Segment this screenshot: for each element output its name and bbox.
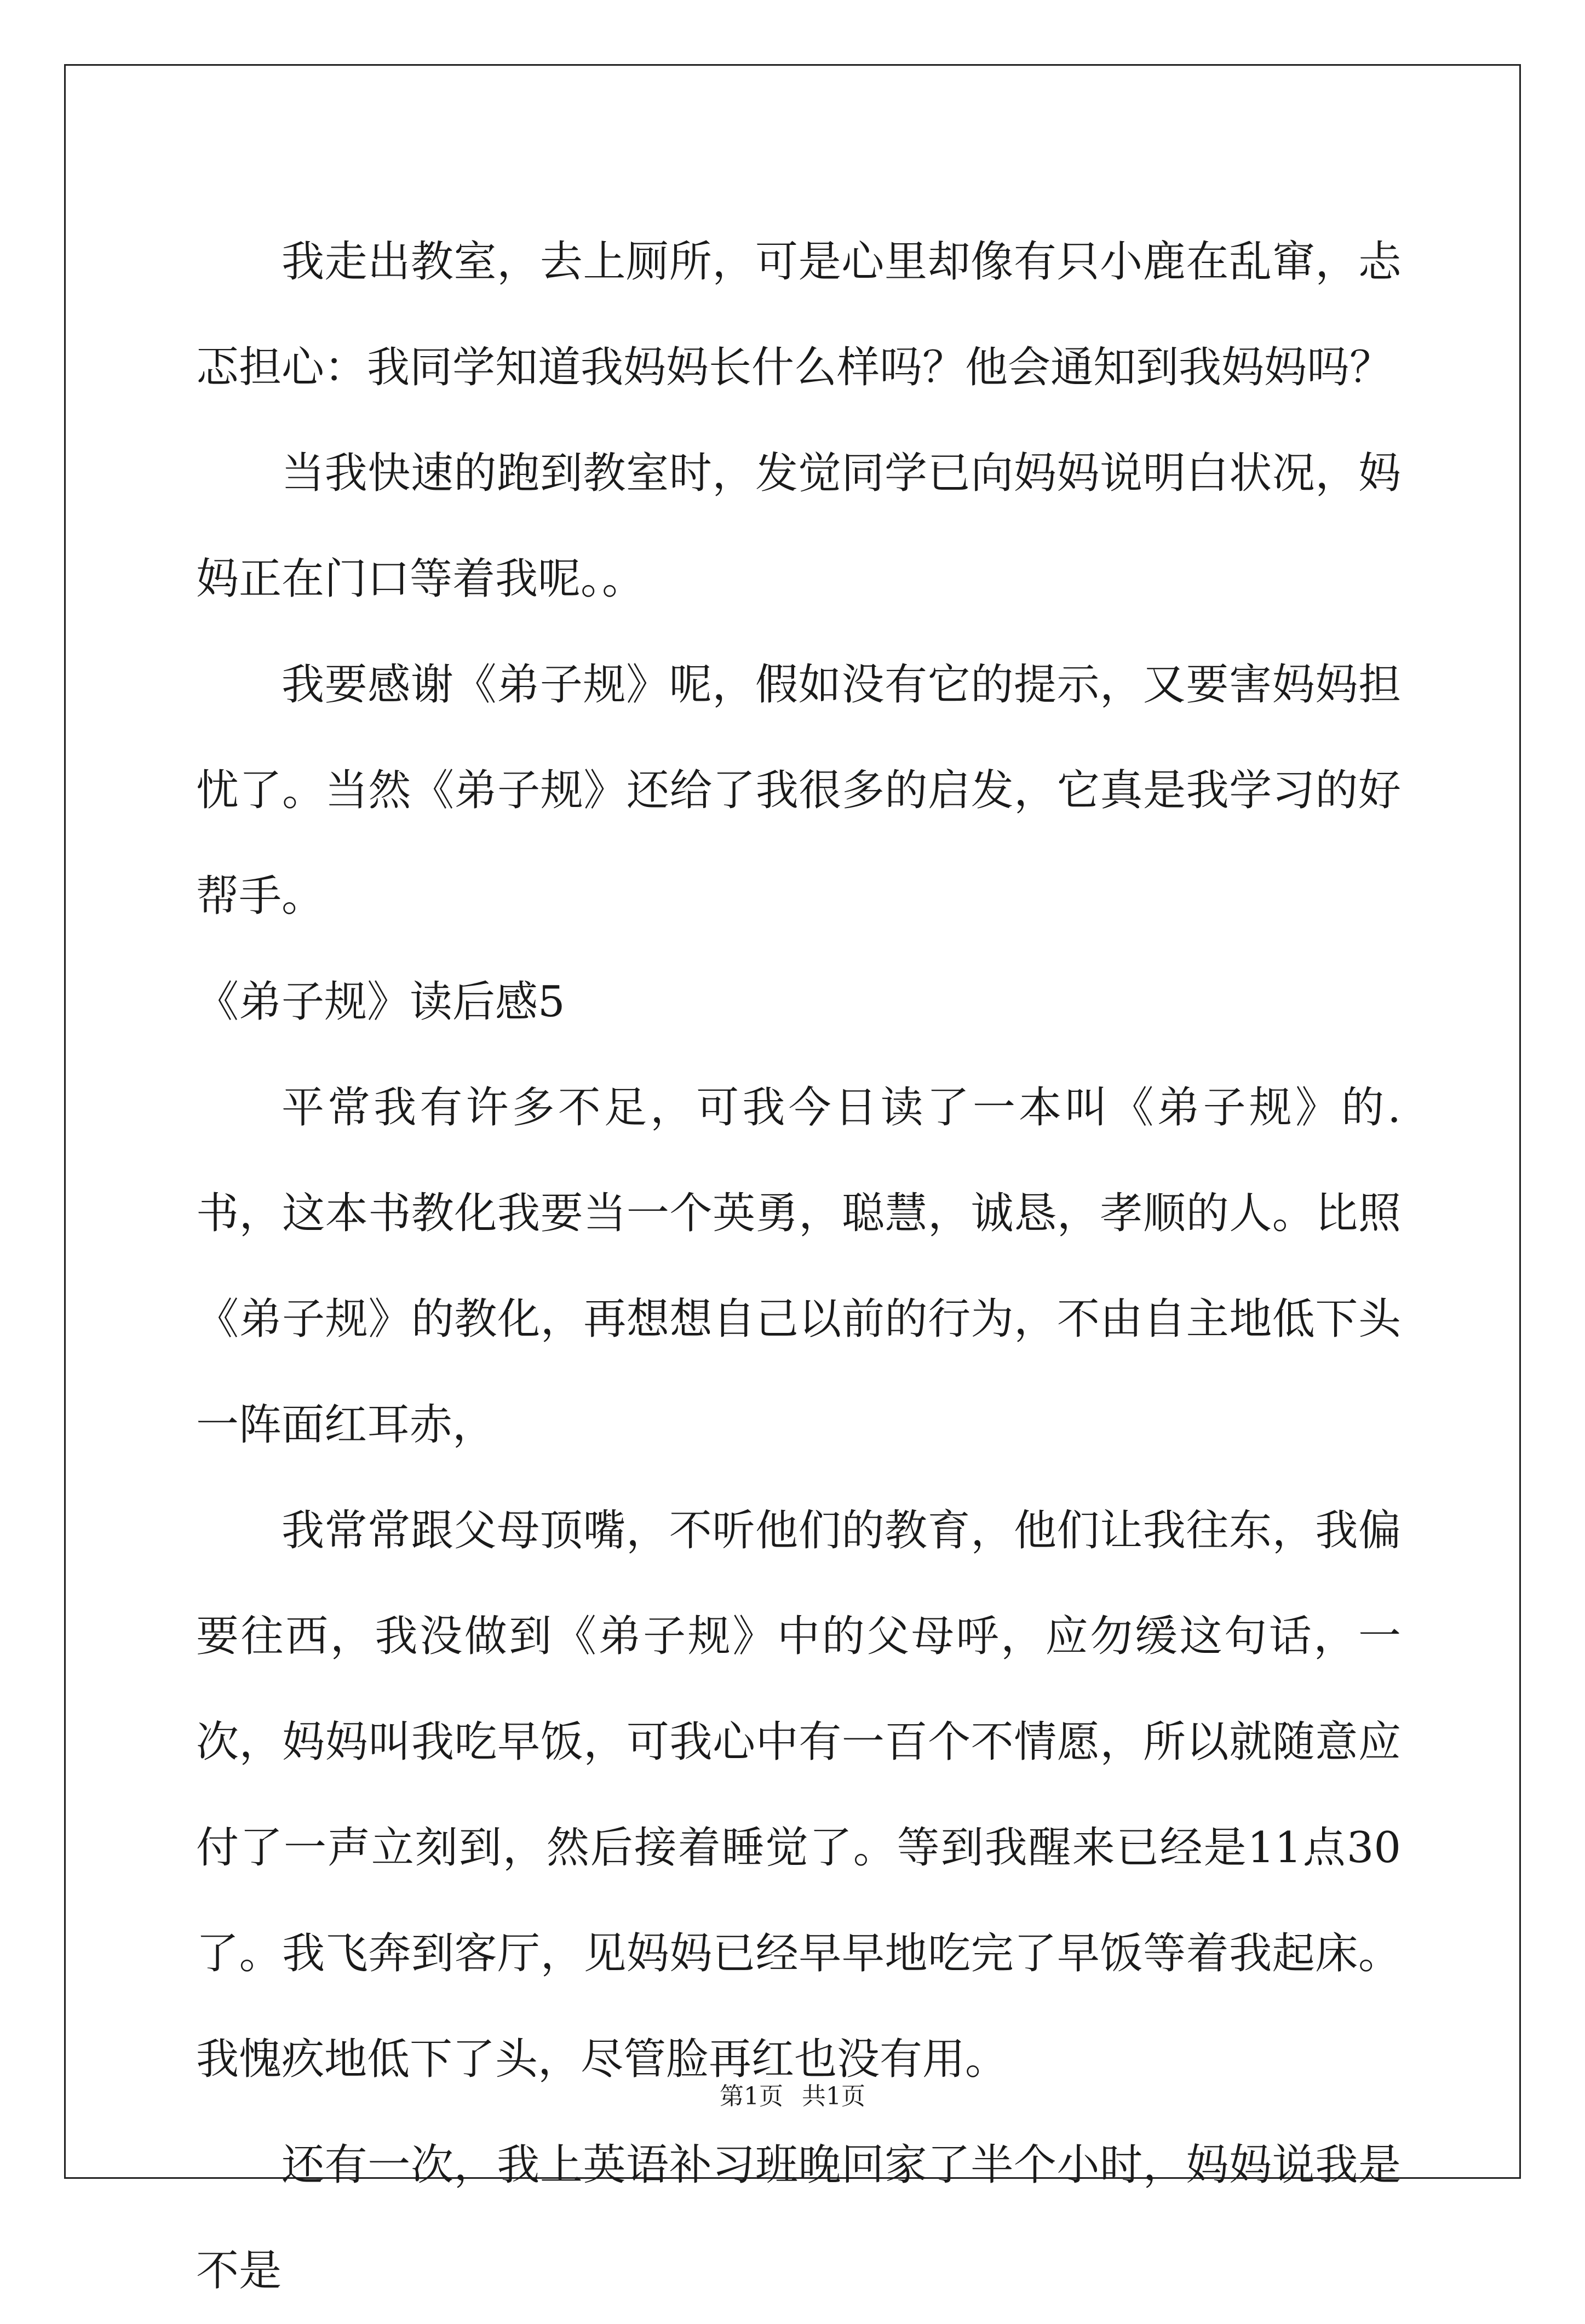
paragraph: 还有一次，我上英语补习班晚回家了半个小时，妈妈说我是不是 — [196, 2140, 1401, 2296]
paragraph: 我要感谢《弟子规》呢，假如没有它的提示，又要害妈妈担忧了。当然《弟子规》还给了我很多的启发，它真是我学习的好帮手。 — [196, 660, 1401, 921]
document-body — [196, 209, 1401, 2324]
paragraph: 平常我有许多不足，可我今日读了一本叫《弟子规》的.书，这本书教化我要当一个英勇，聪慧，诚恳，孝顺的人。比照《弟子规》的教化，再想想自己以前的行为，不由自主地低下头一阵面红耳赤， — [196, 1083, 1401, 1450]
page-footer — [0, 2076, 1585, 2111]
page-total: 共1页 — [802, 2082, 865, 2110]
paragraph: 当我快速的跑到教室时，发觉同学已向妈妈说明白状况，妈妈正在门口等着我呢。。 — [196, 449, 1401, 604]
paragraph: 我常常跟父母顶嘴，不听他们的教育，他们让我往东，我偏要往西，我没做到《弟子规》中的父母呼，应勿缓这句话，一次，妈妈叫我吃早饭，可我心中有一百个不情愿，所以就随意应付了一声立刻到，然后接着睡觉了。等到我醒来已经是11点30了。我飞奔到客厅，见妈妈已经早早地吃完了早饭等着我起床。我愧疚地低下了头，尽管脸再红也没有用。 — [196, 1506, 1401, 2084]
paragraph: 我走出教室，去上厕所，可是心里却像有只小鹿在乱窜，忐忑担心：我同学知道我妈妈长什么样吗？他会通知到我妈妈吗？ — [196, 237, 1401, 392]
page-number: 第1页 — [720, 2082, 783, 2110]
section-heading: 《弟子规》读后感5 — [196, 977, 565, 1027]
